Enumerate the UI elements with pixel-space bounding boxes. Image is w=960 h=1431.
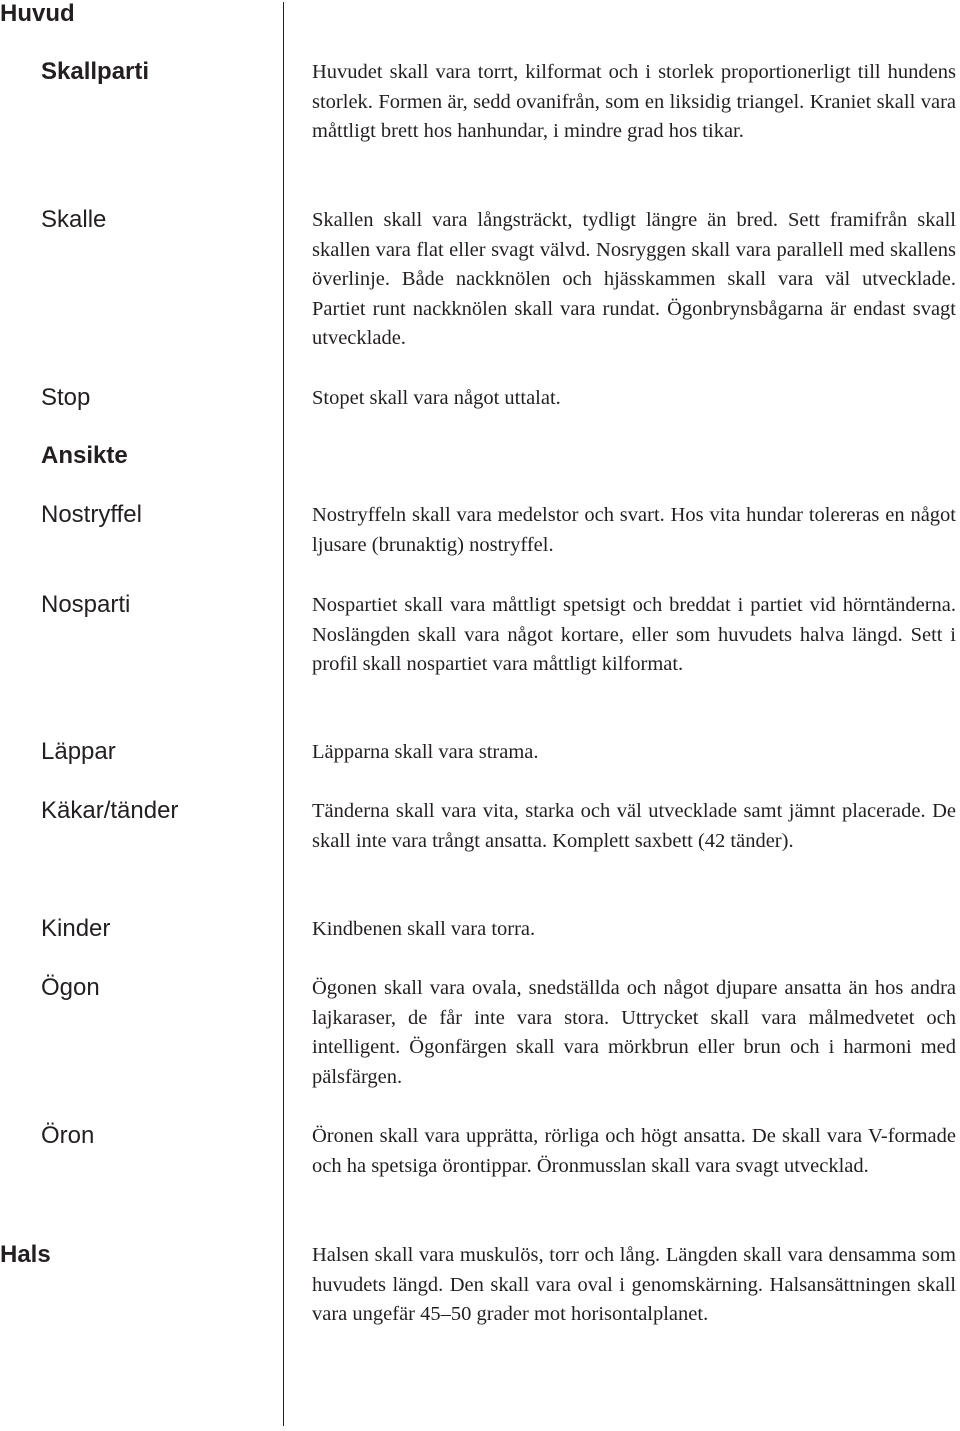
label-nostryffel: Nostryffel [41,501,142,528]
text-ogon: Ögonen skall vara ovala, snedställda och något djupare ansatta än hos andra lajkaraser, de får inte vara stora. Uttrycket skall vara målmedvetet och intelligent. Ögonfärgen skall vara mörkbrun eller brun och i harmoni med pälsfärgen. [312,977,956,1088]
text-kakar-tander: Tänderna skall vara vita, starka och väl utvecklade samt jämnt placerade. De skall inte vara trångt ansatta. Komplett saxbett (42 tänder). [312,800,956,852]
label-kakar-tander: Käkar/tänder [41,797,179,824]
label-oron: Öron [41,1122,95,1149]
text-hals: Halsen skall vara muskulös, torr och lång. Längden skall vara densamma som huvudets längd. Den skall vara oval i genomskärning. Halsansättningen skall vara ungefär 45–50 grader mot horisontalplanet. [312,1244,956,1326]
text-skalle: Skallen skall vara långsträckt, tydligt längre än bred. Sett framifrån skall skallen vara flat eller svagt välvd. Nosryggen skall vara parallell med skallens överlinje. Både nackknölen och hjässkammen skall vara väl utvecklade. Partiet runt nackknölen skall vara rundat. Ögonbrynsbågarna är endast svagt utvecklade. [312,209,956,350]
label-lappar: Läppar [41,738,116,765]
subsection-heading-ansikte: Ansikte [41,442,128,469]
label-skalle: Skalle [41,206,107,233]
label-stop: Stop [41,384,91,411]
text-kinder: Kindbenen skall vara torra. [312,918,536,940]
text-nostryffel: Nostryffeln skall vara medelstor och svart. Hos vita hundar tolereras en något ljusare (brunaktig) nostryffel. [312,504,956,556]
text-stop: Stopet skall vara något uttalat. [312,387,561,409]
label-kinder: Kinder [41,915,111,942]
section-heading-huvud: Huvud [0,0,75,27]
section-heading-hals: Hals [0,1241,51,1268]
text-nosparti: Nospartiet skall vara måttligt spetsigt och breddat i partiet vid hörntänderna. Noslängden skall vara något kortare, eller som huvudets halva längd. Sett i profil skall nospartiet vara måttligt kilformat. [312,594,956,676]
text-lappar: Läpparna skall vara strama. [312,741,539,763]
column-divider [283,2,284,1426]
label-ogon: Ögon [41,974,100,1001]
text-oron: Öronen skall vara upprätta, rörliga och högt ansatta. De skall vara V-formade och ha spetsiga örontippar. Öronmusslan skall vara svagt utvecklad. [312,1125,956,1177]
text-skallparti: Huvudet skall vara torrt, kilformat och i storlek proportionerligt till hundens storlek. Formen är, sedd ovanifrån, som en liksidig triangel. Kraniet skall vara måttligt brett hos hanhundar, i mindre grad hos tikar. [312,61,956,143]
subsection-heading-skallparti: Skallparti [41,58,150,85]
label-nosparti: Nosparti [41,591,131,618]
